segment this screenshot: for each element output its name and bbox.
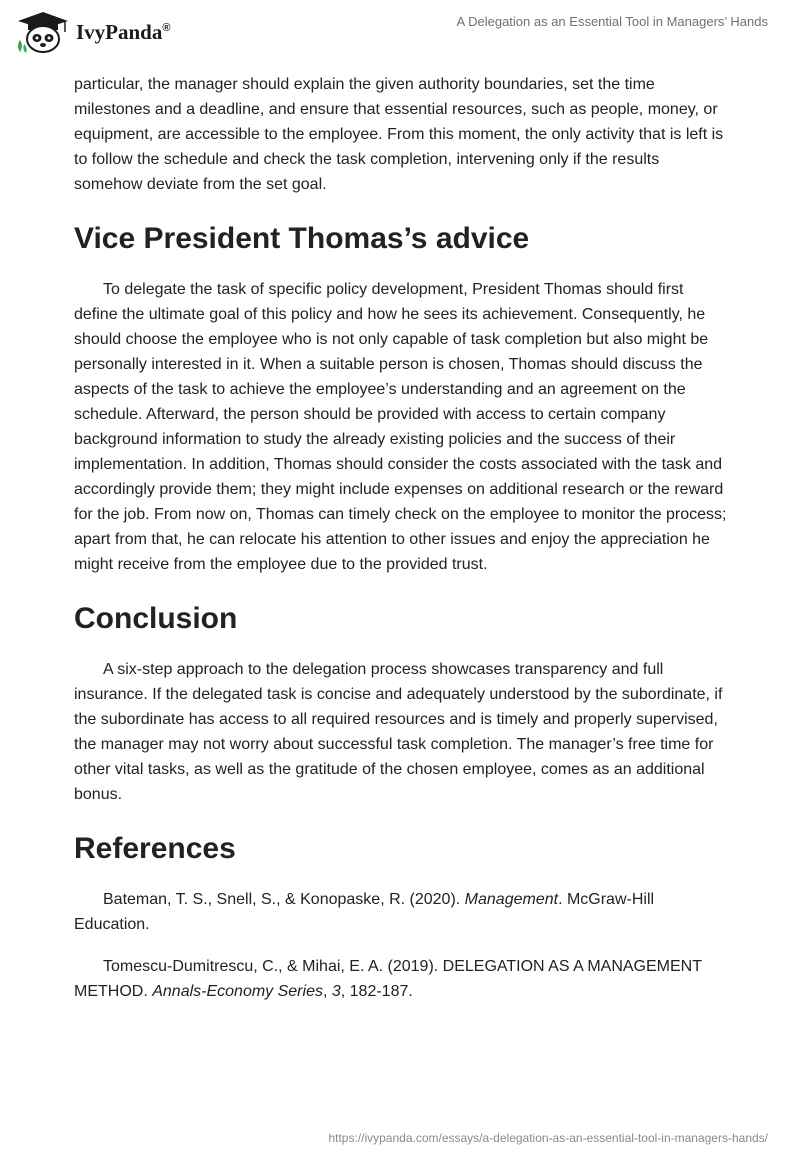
source-url-link[interactable]: https://ivypanda.com/essays/a-delegation-as-an-essential-tool-in-managers-hands/ — [328, 1131, 768, 1145]
panda-graduate-icon — [14, 10, 72, 54]
section-heading-vice-president: Vice President Thomas’s advice — [74, 222, 530, 255]
ivypanda-logo[interactable] — [14, 10, 204, 54]
brand-name: IvyPanda® — [76, 20, 171, 44]
reference-item: Bateman, T. S., Snell, S., & Konopaske, R. (2020). Management. McGraw-Hill Education. — [74, 891, 655, 933]
section-heading-references: References — [74, 832, 236, 865]
conclusion-paragraph: A six-step approach to the delegation process showcases transparency and full insurance. If the delegated task is concise and adequately understood by the subordinate, if the subordinate has access to all required resources and is timely and properly supervised, the manager may not worry about successful task completion. The manager’s free time for other vital tasks, as well as the gratitude of the chosen employee, comes as an additional bonus. — [74, 661, 723, 803]
intro-paragraph: particular, the manager should explain the given authority boundaries, set the time milestones and a deadline, and ensure that essential resources, such as people, money, or equipment, are accessible to the employee. From this moment, the only activity that is left is to follow the schedule and check the task completion, intervening only if the results somehow deviate from the set goal. — [74, 76, 724, 193]
vice-president-paragraph: To delegate the task of specific policy development, President Thomas should first define the ultimate goal of this policy and how he sees its achievement. Consequently, he should choose the employee who is not only capable of task completion but also might be personally interested in it. When a suitable person is chosen, Thomas should discuss the aspects of the task to achieve the employee’s understanding and an agreement on the schedule. Afterward, the person should be provided with access to certain company background information to study the already existing policies and the success of their implementation. In addition, Thomas should consider the costs associated with the task and accordingly provide them; they might include expenses on additional research or the reward for the job. From now on, Thomas can timely check on the employee to monitor the process; apart from that, he can relocate his attention to other issues and enjoy the appreciation he might receive from the employee due to the provided trust. — [74, 281, 727, 573]
reference-item: Tomescu-Dumitrescu, C., & Mihai, E. A. (2019). DELEGATION AS A MANAGEMENT METHOD. Annals-Economy Series, 3, 182-187. — [74, 958, 702, 1000]
document-title: A Delegation as an Essential Tool in Managers’ Hands — [456, 14, 768, 29]
page-header — [0, 0, 800, 60]
article-body — [74, 72, 730, 1004]
section-heading-conclusion: Conclusion — [74, 602, 238, 635]
